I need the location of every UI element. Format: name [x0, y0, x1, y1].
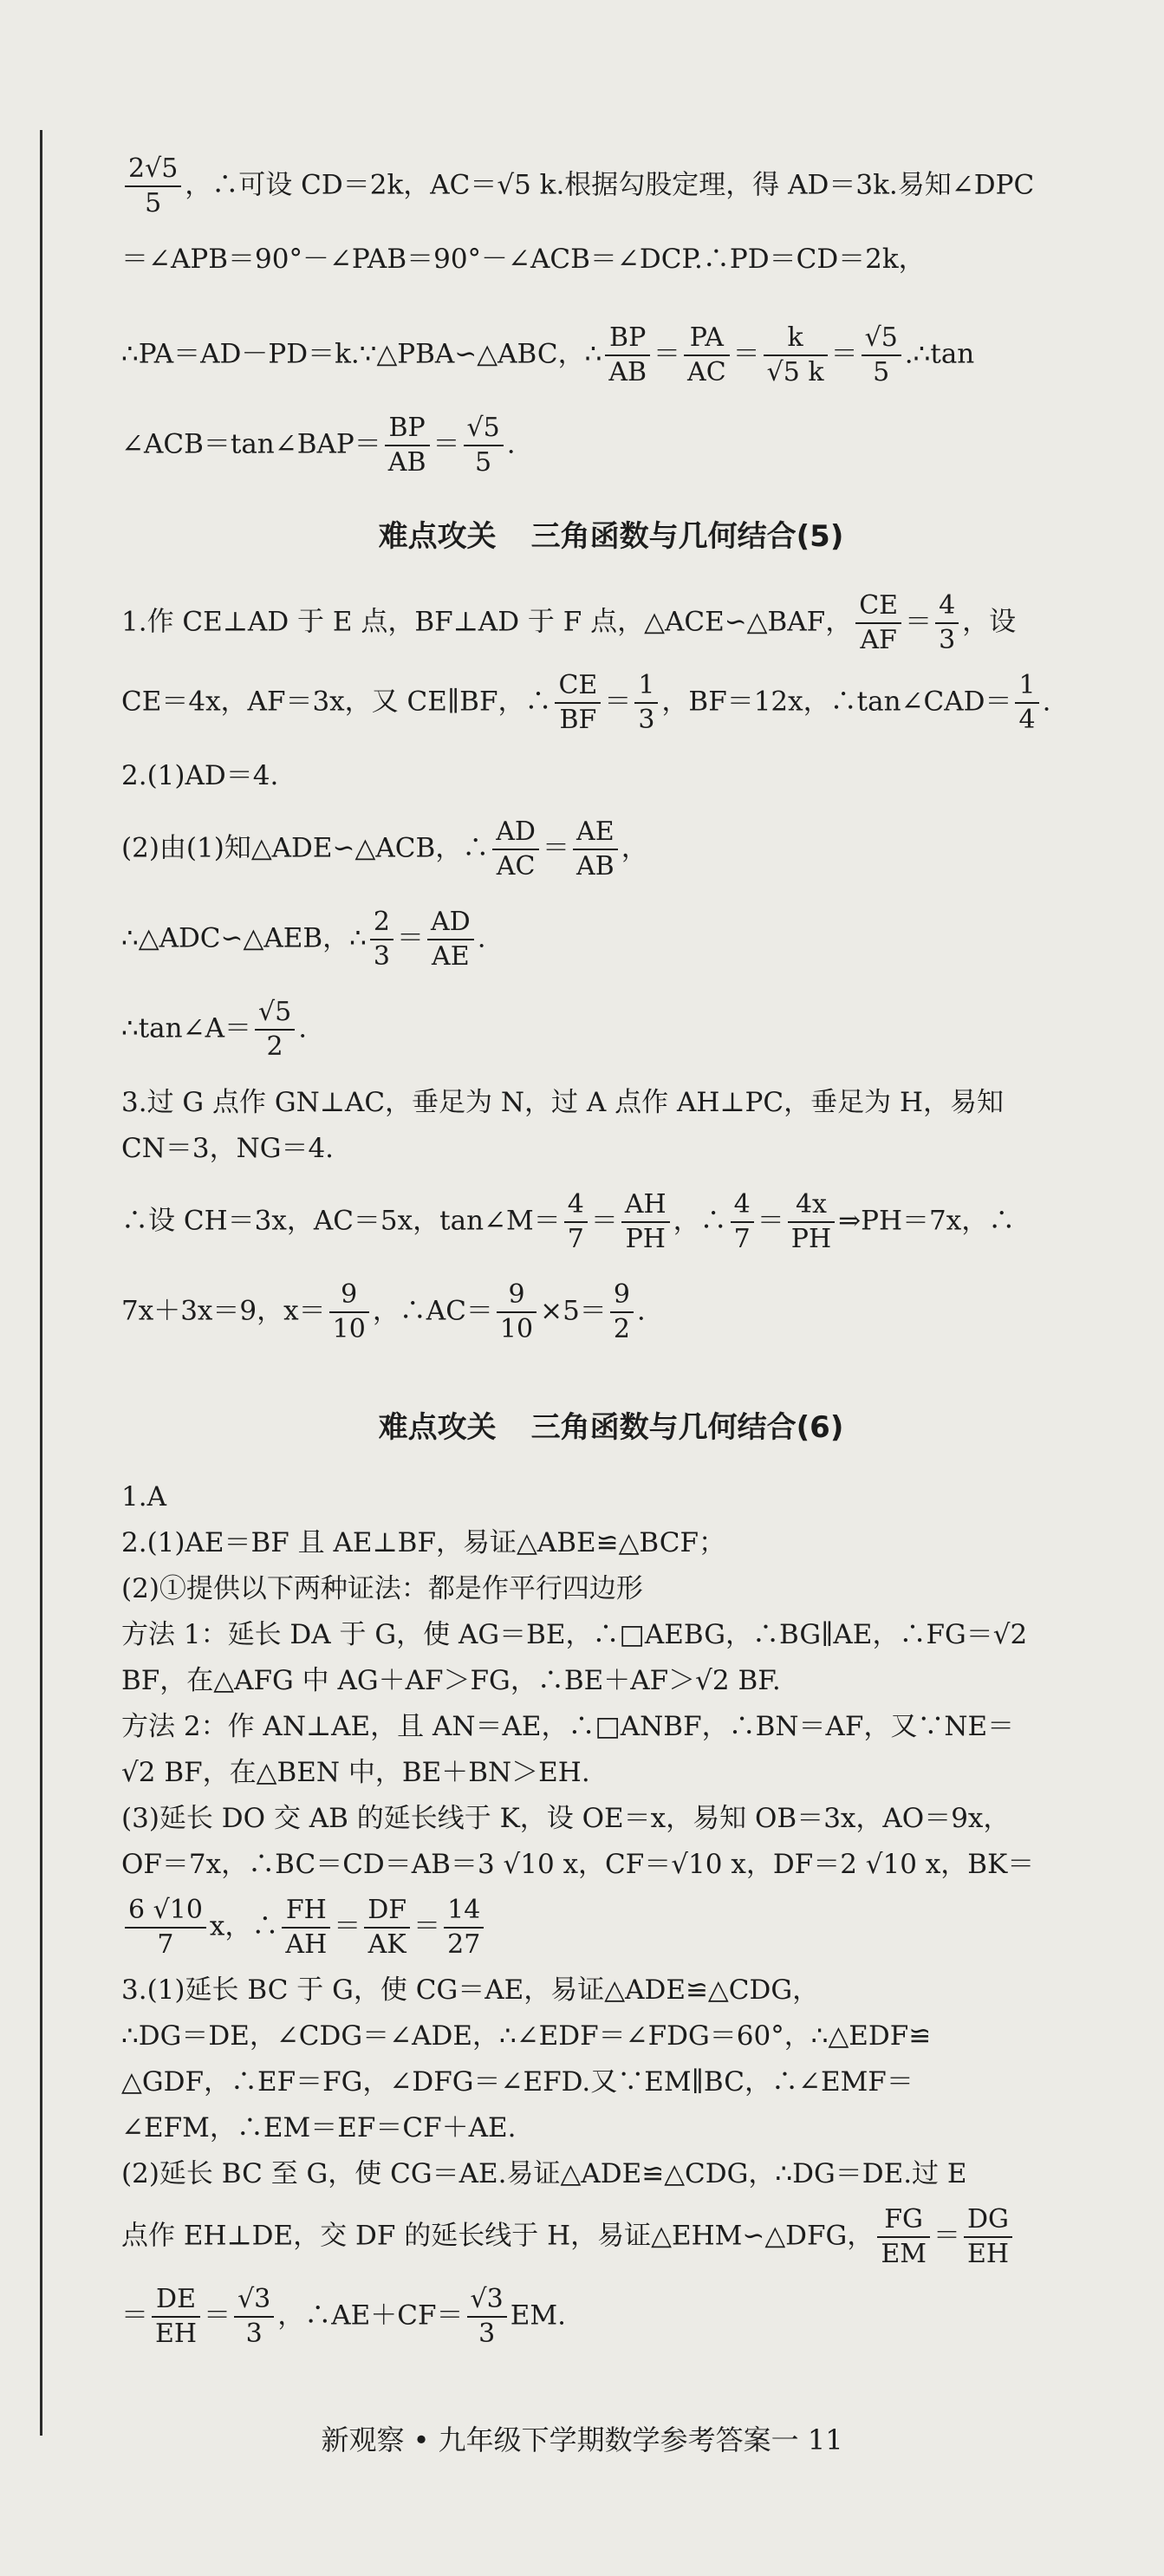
- fraction: $\frac{4}{7}$: [564, 1192, 588, 1252]
- answer-line: ∴设 CH＝3x，AC＝5x，tan∠M＝ $\frac{4}{7}$ ＝ $\frac{AH}{PH}$ ，∴ $\frac{4}{7}$ ＝ $\frac{4x}{PH}$ ⇒PH＝7x，∴: [121, 1189, 1016, 1254]
- fraction: $\frac{√5}{2}$: [255, 999, 295, 1060]
- section-heading-5: 难点攻关 三角函数与几何结合(5): [378, 519, 844, 554]
- fraction: $\frac{DG}{EH}$: [964, 2207, 1012, 2267]
- fraction: $\frac{FH}{AH}$: [282, 1897, 330, 1958]
- fraction: $\frac{2}{3}$: [370, 909, 393, 970]
- answer-line: ∠EFM，∴EM＝EF＝CF＋AE.: [121, 2112, 517, 2143]
- answer-line: (2)①提供以下两种证法：都是作平行四边形: [121, 1573, 643, 1604]
- answer-line: 1.作 CE⊥AD 于 E 点，BF⊥AD 于 F 点，△ACE∽△BAF， $\frac{CE}{AF}$ ＝ $\frac{4}{3}$ ，设: [121, 590, 1017, 655]
- answer-line: ∴△ADC∽△AEB，∴ $\frac{2}{3}$ ＝ $\frac{AD}{AE}$ .: [121, 907, 486, 972]
- answer-line: ∴DG＝DE，∠CDG＝∠ADE，∴∠EDF＝∠FDG＝60°，∴△EDF≌: [121, 2020, 932, 2052]
- fraction: $\frac{√5}{5}$: [862, 325, 901, 386]
- fraction: $\frac{9}{2}$: [610, 1282, 634, 1343]
- fraction: $\frac{1}{3}$: [634, 673, 658, 733]
- fraction: $\frac{AE}{AB}$: [573, 819, 618, 880]
- fraction: $\frac{AD}{AC}$: [492, 819, 539, 880]
- answer-line: (2)由(1)知△ADE∽△ACB，∴ $\frac{AD}{AC}$ ＝ $\frac{AE}{AB}$ ，: [121, 816, 648, 881]
- fraction: $\frac{PA}{AC}$: [684, 325, 730, 386]
- answer-line: (2)延长 BC 至 G，使 CG＝AE.易证△ADE≌△CDG，∴DG＝DE.过 E: [121, 2158, 967, 2189]
- answer-line: 3.(1)延长 BC 于 G，使 CG＝AE，易证△ADE≌△CDG，: [121, 1974, 820, 2006]
- answer-line: ＝∠APB＝90°－∠PAB＝90°－∠ACB＝∠DCP.∴PD＝CD＝2k，: [121, 244, 926, 275]
- answer-line: 7x＋3x＝9，x＝ $\frac{9}{10}$ ，∴AC＝ $\frac{9}{10}$ ×5＝ $\frac{9}{2}$ .: [121, 1279, 646, 1344]
- answer-line: 点作 EH⊥DE，交 DF 的延长线于 H，易证△EHM∽△DFG， $\frac{FG}{EM}$ ＝ $\frac{DG}{EH}$: [121, 2207, 1101, 2267]
- fraction: $\frac{CE}{BF}$: [555, 673, 601, 733]
- fraction: $\frac{CE}{AF}$: [855, 593, 901, 654]
- answer-line: ∴tan∠A＝ $\frac{√5}{2}$ .: [121, 997, 308, 1062]
- fraction: $\frac{FG}{EM}$: [877, 2207, 930, 2267]
- fraction: $\frac{4x}{PH}$: [788, 1192, 835, 1252]
- answer-line: 2.(1)AD＝4.: [121, 760, 279, 791]
- fraction: $\frac{BP}{AB}$: [385, 415, 430, 476]
- fraction: $\frac{1}{4}$: [1015, 673, 1038, 733]
- answer-line: ＝ $\frac{DE}{EH}$ ＝ $\frac{√3}{3}$ ，∴AE＋CF＝ $\frac{√3}{3}$ EM.: [121, 2284, 566, 2349]
- fraction: $\frac{√5}{5}$: [464, 415, 504, 476]
- answer-line: $\frac{2√5}{5}$ ，∴可设 CD＝2k，AC＝√5 k.根据勾股定理，得 AD＝3k.易知∠DPC: [121, 156, 1101, 217]
- fraction: $\frac{9}{10}$: [497, 1282, 536, 1343]
- fraction: $\frac{BP}{AB}$: [605, 325, 650, 386]
- fraction: $\frac{√3}{3}$: [234, 2287, 274, 2347]
- fraction: $\frac{AH}{PH}$: [621, 1192, 670, 1252]
- fraction: $\frac{14}{27}$: [444, 1897, 484, 1958]
- fraction: $\frac{4}{7}$: [731, 1192, 754, 1252]
- answer-line: 2.(1)AE＝BF 且 AE⊥BF，易证△ABE≌△BCF；: [121, 1527, 725, 1558]
- fraction: $\frac{DF}{AK}$: [364, 1897, 410, 1958]
- fraction: $\frac{DE}{EH}$: [152, 2287, 200, 2347]
- answer-content: [121, 153, 1101, 2349]
- section-heading-6: 难点攻关 三角函数与几何结合(6): [378, 1410, 844, 1445]
- fraction: $\frac{k}{√5 k}$: [764, 325, 828, 386]
- answer-line: $\frac{6 √10}{7}$ x，∴ $\frac{FH}{AH}$ ＝ $\frac{DF}{AK}$ ＝ $\frac{14}{27}$: [121, 1897, 1101, 1958]
- fraction: $\frac{6 √10}{7}$: [125, 1897, 206, 1958]
- answer-line: CE＝4x，AF＝3x，又 CE∥BF，∴ $\frac{CE}{BF}$ ＝ $\frac{1}{3}$ ，BF＝12x，∴tan∠CAD＝ $\frac{1}{4}$ .: [121, 670, 1051, 735]
- answer-line: △GDF，∴EF＝FG，∠DFG＝∠EFD.又∵EM∥BC，∴∠EMF＝: [121, 2066, 914, 2098]
- answer-line: OF＝7x，∴BC＝CD＝AB＝3 √10 x，CF＝√10 x，DF＝2 √10 x，BK＝: [121, 1849, 1035, 1880]
- page-footer: 新观察 • 九年级下学期数学参考答案一 11: [321, 2423, 843, 2456]
- fraction: $\frac{2√5}{5}$: [125, 156, 181, 217]
- answer-line: ∴PA＝AD－PD＝k.∵△PBA∽△ABC，∴ $\frac{BP}{AB}$ ＝ $\frac{PA}{AC}$ ＝ $\frac{k}{√5 k}$ ＝ $\frac{√5}{5}$ .∴tan: [121, 322, 975, 387]
- answer-line: 方法 2：作 AN⊥AE，且 AN＝AE，∴□ANBF，∴BN＝AF，又∵NE＝: [121, 1711, 1015, 1742]
- fraction: $\frac{AD}{AE}$: [427, 909, 474, 970]
- answer-line: ∠ACB＝tan∠BAP＝ $\frac{BP}{AB}$ ＝ $\frac{√5}{5}$ .: [121, 413, 516, 478]
- answer-line: 方法 1：延长 DA 于 G，使 AG＝BE，∴□AEBG，∴BG∥AE，∴FG＝√2: [121, 1619, 1028, 1650]
- fraction: $\frac{9}{10}$: [329, 1282, 369, 1343]
- answer-line: CN＝3，NG＝4.: [121, 1133, 335, 1164]
- answer-line: 3.过 G 点作 GN⊥AC，垂足为 N，过 A 点作 AH⊥PC，垂足为 H，易知: [121, 1087, 1005, 1118]
- answer-line: 1.A: [121, 1481, 166, 1512]
- answer-line: √2 BF，在△BEN 中，BE＋BN＞EH.: [121, 1757, 590, 1788]
- fraction: $\frac{4}{3}$: [935, 593, 959, 654]
- left-margin-rule: [40, 130, 42, 2436]
- fraction: $\frac{√3}{3}$: [467, 2287, 507, 2347]
- answer-line: BF，在△AFG 中 AG＋AF＞FG，∴BE＋AF＞√2 BF.: [121, 1665, 781, 1696]
- answer-line: (3)延长 DO 交 AB 的延长线于 K，设 OE＝x，易知 OB＝3x，AO＝9x，: [121, 1803, 1011, 1834]
